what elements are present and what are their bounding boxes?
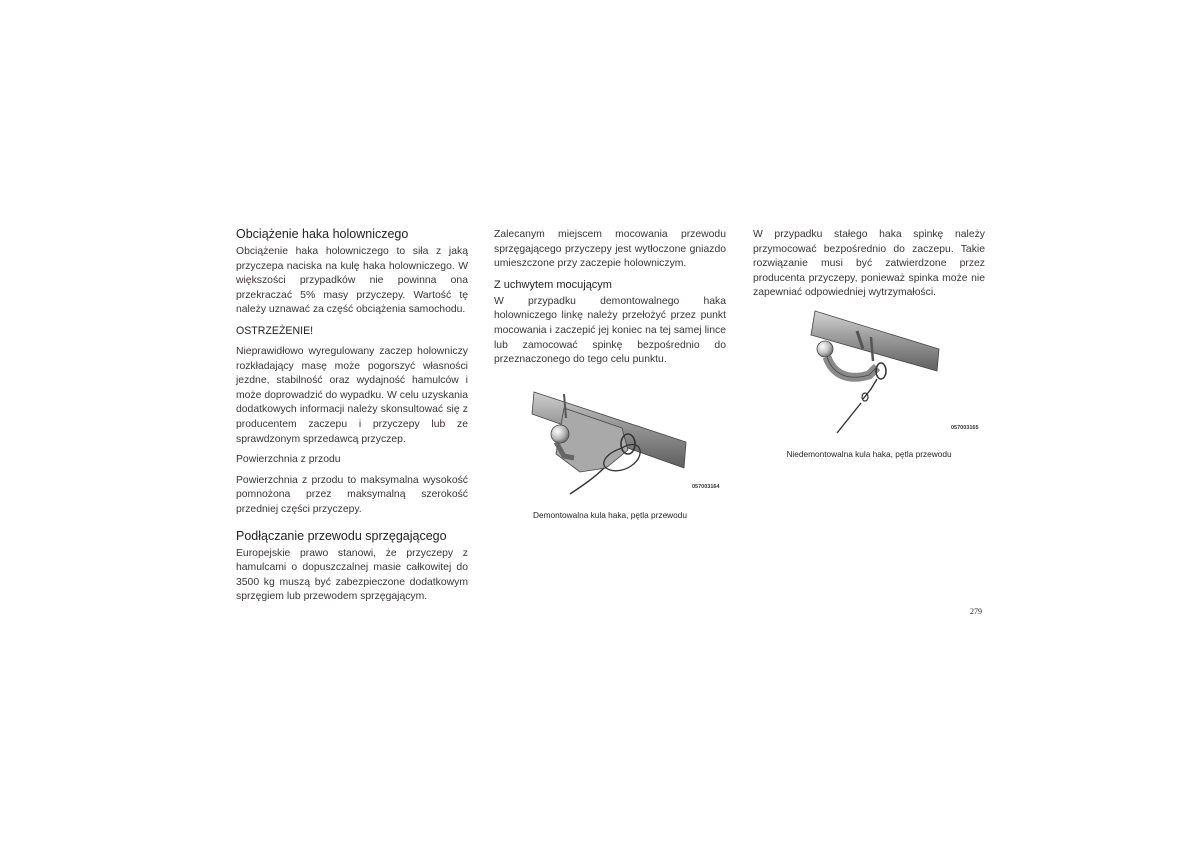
middle-column (494, 228, 726, 520)
heading-breakaway-cable: Podłączanie przewodu sprzęgającego (236, 528, 447, 543)
right-column (753, 228, 985, 459)
warning-title: OSTRZEŻENIE! (236, 324, 314, 337)
left-column (236, 226, 468, 611)
paragraph-towbar-load: Obciążenie haka holowniczego to siła z jaką przyczepa naciska na kulę haka holowniczego. W większości przypadków nie powinna ona przekraczać 5% masy przyczepy. Wartość tę należy uznawać za część obciążenia samochodu. (236, 246, 468, 316)
fixed-hitch-illustration (753, 309, 985, 441)
paragraph-removable-hitch: W przypadku demontowalnego haka holowniczego linkę należy przełożyć przez punkt mocowania i zaczepić jej koniec na tej samej lince lub zamocować spinkę bezpośrednio do przeznaczonego do tego celu punktu. (494, 295, 726, 366)
figure-fixed-hitch (753, 309, 985, 441)
term-frontal-area: Powierzchnia z przodu (236, 454, 341, 466)
figure-caption: Niedemontowalna kula haka, pętla przewodu (786, 448, 952, 459)
figure-removable-hitch (494, 384, 726, 504)
heading-towbar-load: Obciążenie haka holowniczego (236, 227, 409, 241)
paragraph-mounting-point: Zalecanym miejscem mocowania przewodu sprzęgającego przyczepy jest wytłoczone gniazdo umieszczone przy zaczepie holowniczym. (494, 229, 726, 270)
figure-code: 057003165 (951, 424, 979, 431)
subheading-with-bracket: Z uchwytem mocującym (494, 278, 612, 291)
paragraph-fixed-hitch: W przypadku stałego haka spinkę należy przymocować bezpośrednio do zaczepu. Takie rozwiązanie musi być zatwierdzone przez producenta przyczepy, ponieważ spinka może nie zapewniać odpowiedniej wytrzymałości. (753, 229, 985, 299)
figure-code: 057003164 (692, 483, 720, 490)
paragraph-breakaway-cable: Europejskie prawo stanowi, że przyczepy z hamulcami o dopuszczalnej masie całkowitej do 3500 kg muszą być zabezpieczone dodatkowym sprzęgiem lub przewodem sprzęgającym. (236, 547, 468, 603)
warning-text: Nieprawidłowo wyregulowany zaczep holowniczy rozkładający masę może pogorszyć własności jezdne, stabilność oraz wydajność hamulców i może doprowadzić do wypadku. W celu uzyskania dodatkowych informacji należy skonsultować się z producentem zaczepu i przyczepy lub ze sprawdzonym sprzedawcą przyczep. (236, 345, 468, 445)
paragraph-frontal-area: Powierzchnia z przodu to maksymalna wysokość pomnożona przez maksymalną szerokość przedniej części przyczepy. (236, 474, 468, 515)
page-number: 279 (970, 607, 982, 616)
figure-caption: Demontowalna kula haka, pętla przewodu (532, 509, 688, 520)
